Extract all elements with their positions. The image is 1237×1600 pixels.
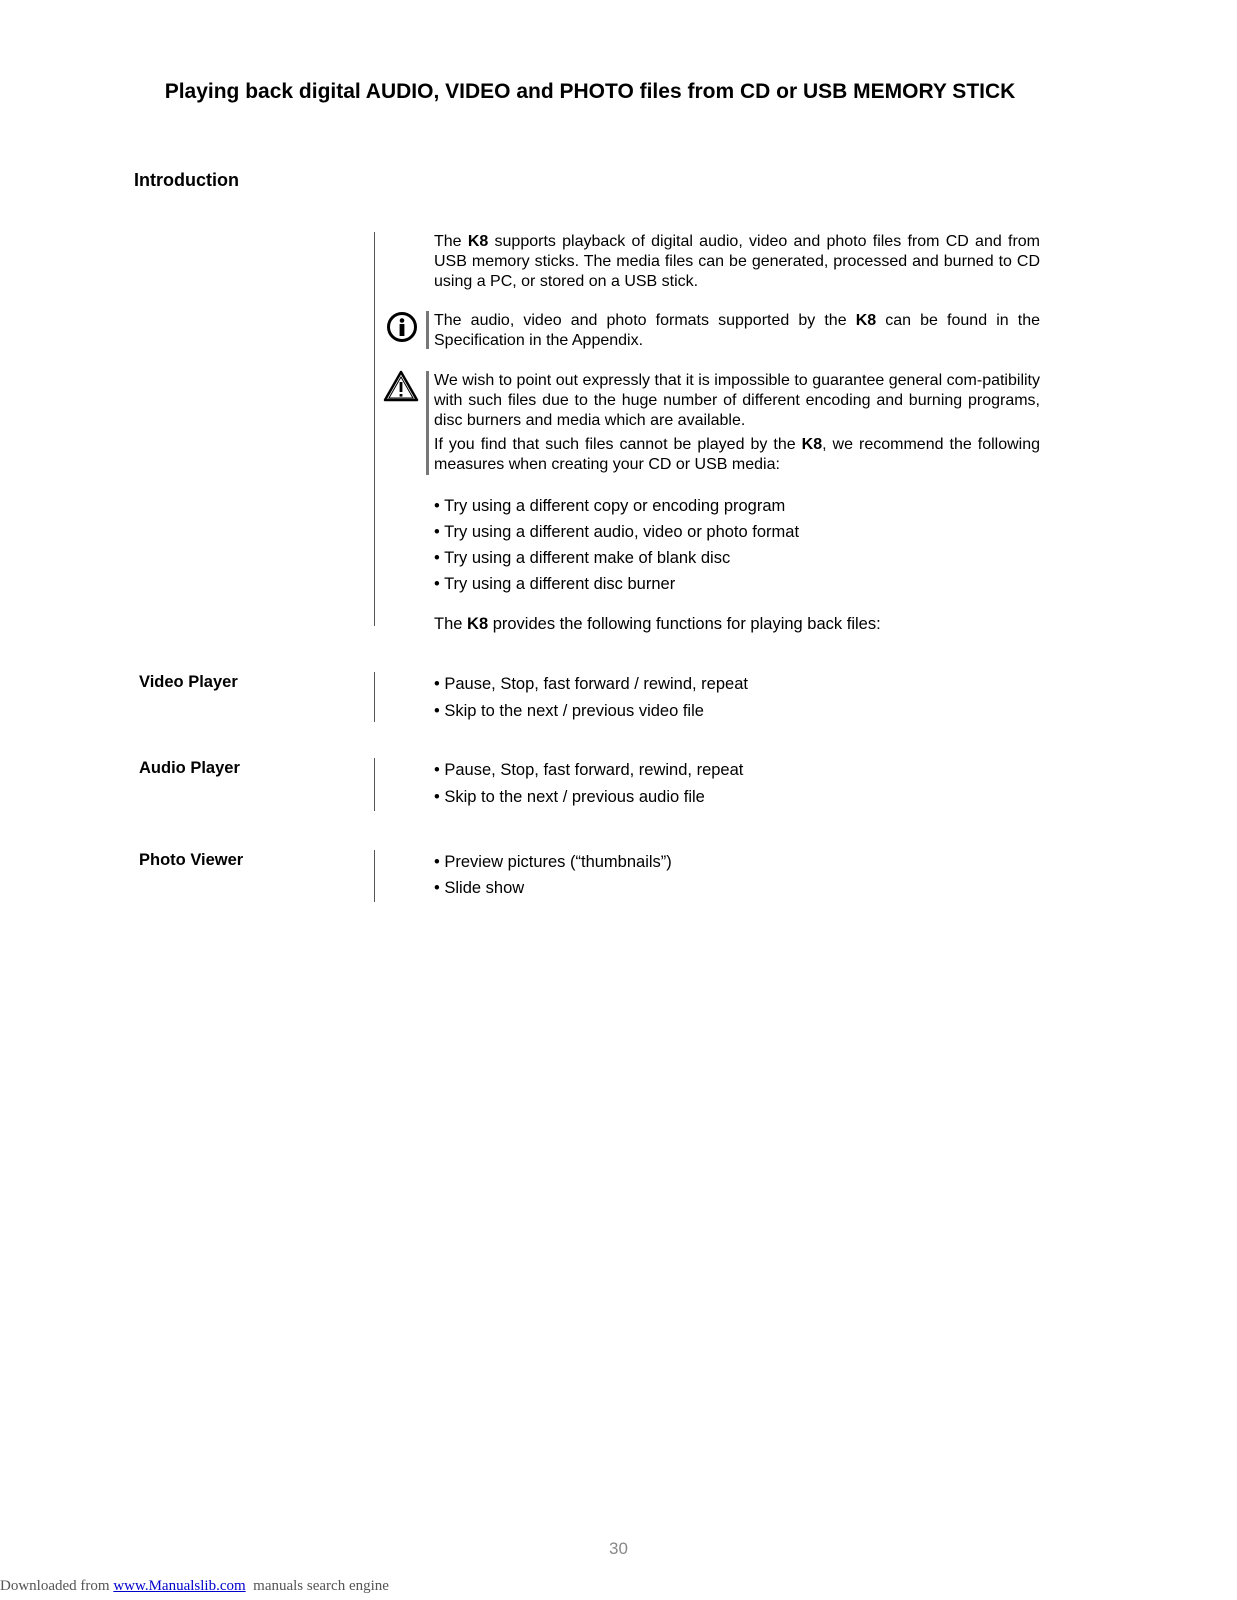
warning-note-text: We wish to point out expressly that it is impossible to guarantee general com-patibility with such files due to the huge number of different encoding and burning programs, disc burners and media which are available. (434, 372, 1040, 429)
introduction-heading: Introduction (134, 170, 239, 190)
functions-intro: The K8 provides the following functions for playing back files: (434, 615, 881, 633)
info-note-bar (426, 311, 429, 349)
audio-player-rule (374, 758, 375, 811)
list-item: • Try using a different disc burner (434, 575, 676, 593)
intro-paragraph: The K8 supports playback of digital audio, video and photo files from CD and from USB memory sticks. The media files can be generated, processed and burned to CD using a PC, or stored on a USB stick. (434, 233, 1041, 290)
audio-player-label: Audio Player (139, 759, 240, 777)
list-item: • Preview pictures (“thumbnails”) (434, 853, 672, 871)
list-item: • Slide show (434, 879, 525, 897)
list-item: • Skip to the next / previous audio file (434, 788, 705, 806)
list-item: • Try using a different copy or encoding program (434, 497, 786, 515)
list-item: • Try using a different make of blank disc (434, 549, 731, 567)
intro-margin-rule (374, 232, 375, 626)
manualslib-link[interactable]: www.Manualslib.com (113, 1578, 246, 1594)
list-item: • Try using a different audio, video or photo format (434, 523, 800, 541)
info-note-text: The audio, video and photo formats supported by the K8 can be found in the Specification in the Appendix. (434, 312, 1040, 349)
page-number: 30 (609, 1539, 628, 1558)
page-title: Playing back digital AUDIO, VIDEO and PHOTO files from CD or USB MEMORY STICK (164, 80, 1016, 103)
list-item: • Pause, Stop, fast forward / rewind, repeat (434, 675, 748, 693)
download-footer: Downloaded from www.Manualslib.com manuals search engine (0, 1578, 389, 1594)
list-item: • Skip to the next / previous video file (434, 702, 704, 720)
warning-note-bar (426, 371, 429, 475)
info-icon (386, 311, 418, 348)
video-player-rule (374, 672, 375, 722)
photo-viewer-label: Photo Viewer (139, 851, 244, 869)
warning-icon (383, 370, 419, 407)
photo-viewer-rule (374, 850, 375, 902)
video-player-label: Video Player (139, 673, 238, 691)
warning-note-recommendation: If you find that such files cannot be played by the K8, we recommend the following measures when creating your CD or USB media: (434, 436, 1040, 473)
list-item: • Pause, Stop, fast forward, rewind, repeat (434, 761, 744, 779)
